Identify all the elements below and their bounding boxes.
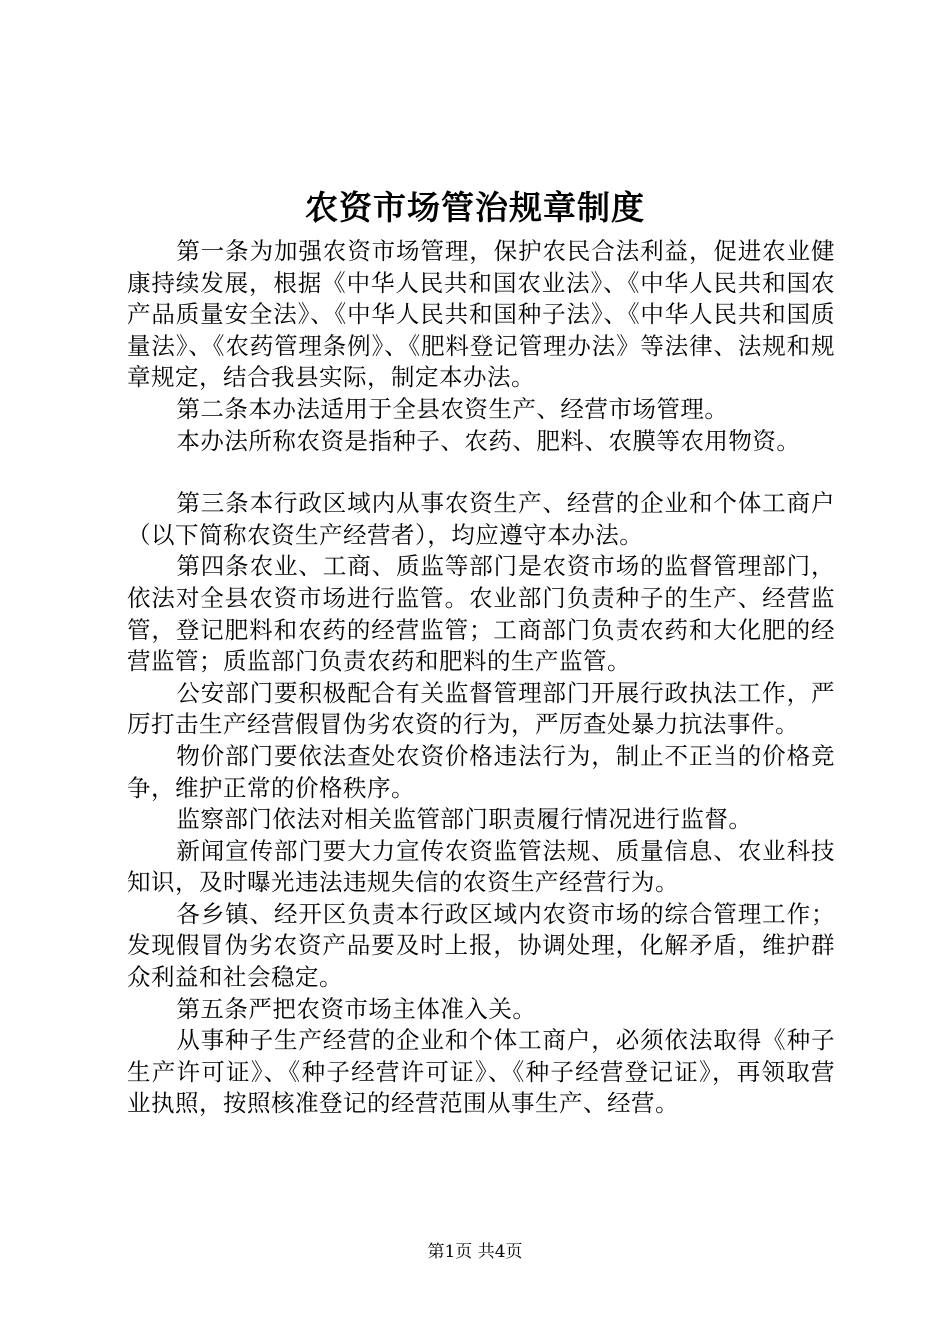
document-title: 农资市场管治规章制度: [305, 188, 645, 227]
paragraph-price-department: 物价部门要依法查处农资价格违法行为，制止不正当的价格竞争，维护正常的价格秩序。: [127, 741, 835, 802]
paragraph-article-3: 第三条本行政区域内从事农资生产、经营的企业和个体工商户（以下简称农资生产经营者），均应遵守本办法。: [127, 489, 835, 549]
paragraph-seed-licensing: 从事种子生产经营的企业和个体工商户，必须依法取得《种子生产许可证》、《种子经营许可证》、《种子经营登记证》，再领取营业执照，按照核准登记的经营范围从事生产、经营。: [127, 1026, 835, 1118]
document-body: [127, 236, 835, 1120]
paragraph-publicity-department: 新闻宣传部门要大力宣传农资监管法规、质量信息、农业科技知识，及时曝光违法违规失信的农资生产经营行为。: [127, 836, 835, 897]
paragraph-article-4: 第四条农业、工商、质监等部门是农资市场的监督管理部门，依法对全县农资市场进行监管。农业部门负责种子的生产、经营监管，登记肥料和农药的经营监管；工商部门负责农药和大化肥的经营监管；质监部门负责农药和肥料的生产监管。: [127, 552, 835, 676]
paragraph-article-2: 第二条本办法适用于全县农资生产、经营市场管理。: [176, 394, 729, 423]
page-footer: 第1页 共4页: [427, 1242, 523, 1262]
paragraph-public-security: 公安部门要积极配合有关监督管理部门开展行政执法工作，严厉打击生产经营假冒伪劣农资的行为，严厉查处暴力抗法事件。: [127, 678, 835, 739]
paragraph-supervision-department: 监察部门依法对相关监管部门职责履行情况进行监督。: [176, 805, 753, 834]
paragraph-article-1: 第一条为加强农资市场管理，保护农民合法利益，促进农业健康持续发展，根据《中华人民共和国农业法》、《中华人民共和国农产品质量安全法》、《中华人民共和国种子法》、《中华人民共和国质量法》、《农药管理条例》、《肥料登记管理办法》等法律、法规和规章规定，结合我县实际，制定本办法。: [127, 237, 835, 392]
paragraph-article-5: 第五条严把农资市场主体准入关。: [176, 994, 537, 1023]
paragraph-article-2-definition: 本办法所称农资是指种子、农药、肥料、农膜等农用物资。: [176, 426, 801, 455]
paragraph-townships: 各乡镇、经开区负责本行政区域内农资市场的综合管理工作；发现假冒伪劣农资产品要及时上报，协调处理，化解矛盾，维护群众利益和社会稳定。: [127, 899, 835, 992]
